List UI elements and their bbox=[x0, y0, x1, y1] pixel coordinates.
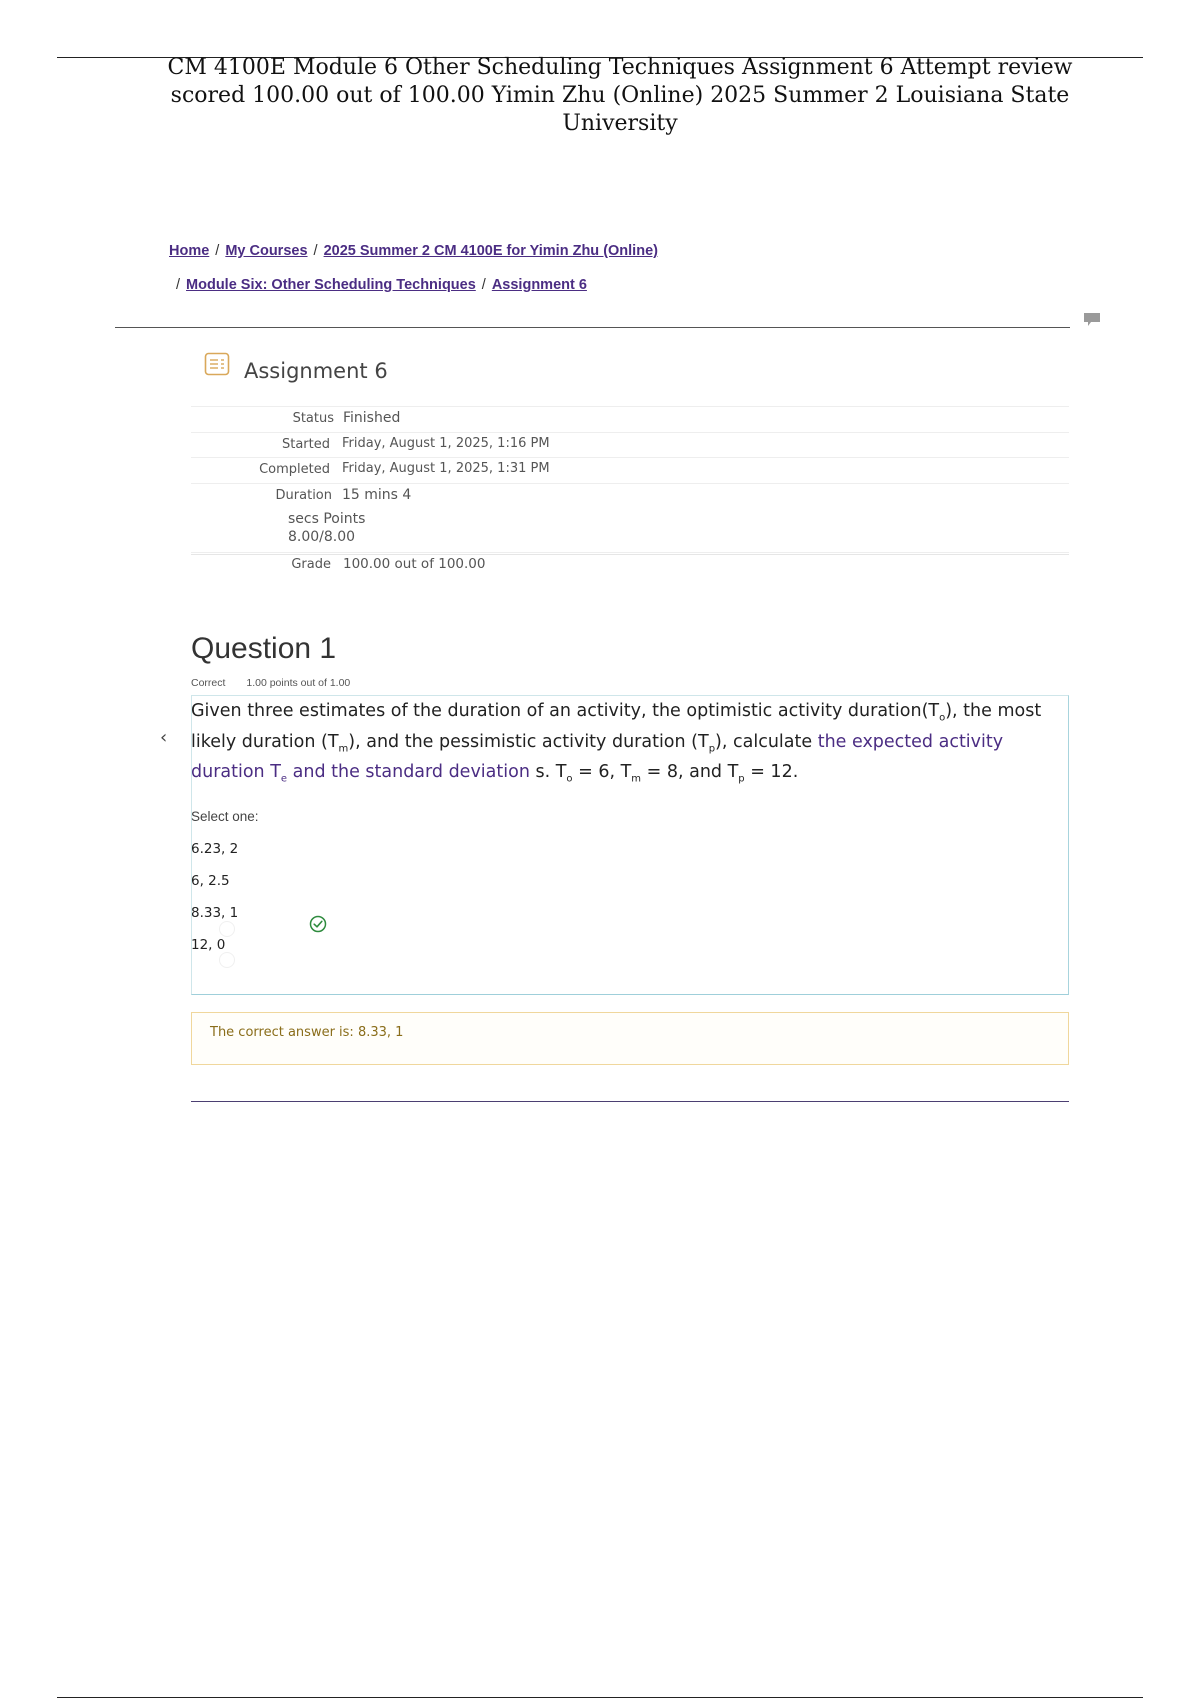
summary-row-completed bbox=[191, 457, 1069, 483]
question-text bbox=[191, 696, 1071, 788]
completed-value: Friday, August 1, 2025, 1:31 PM bbox=[342, 461, 550, 476]
subscript: m bbox=[338, 743, 349, 754]
chevron-left-icon[interactable]: ‹ bbox=[160, 727, 168, 748]
comment-icon[interactable] bbox=[1083, 312, 1101, 328]
summary-row-status bbox=[191, 406, 1069, 432]
breadcrumb-separator: / bbox=[176, 277, 181, 293]
breadcrumb-row-2 bbox=[169, 274, 658, 308]
subscript: o bbox=[566, 773, 573, 785]
question-text-part: ), calculate bbox=[715, 731, 818, 752]
subscript: o bbox=[939, 712, 946, 724]
breadcrumb-separator: / bbox=[481, 277, 486, 293]
question-text-part: = 12. bbox=[744, 762, 799, 782]
breadcrumb-course-link[interactable]: 2025 Summer 2 CM 4100E for Yimin Zhu (Online) bbox=[323, 243, 658, 259]
summary-row-duration bbox=[191, 483, 1069, 532]
started-value: Friday, August 1, 2025, 1:16 PM bbox=[342, 435, 550, 451]
question-title: Question 1 bbox=[191, 632, 337, 665]
grade-value: 100.00 out of 100.00 bbox=[343, 555, 486, 572]
started-label: Started bbox=[281, 436, 330, 452]
subscript: m bbox=[631, 773, 642, 785]
breadcrumb-separator: / bbox=[313, 243, 318, 259]
status-value: Finished bbox=[343, 410, 401, 426]
completed-label: Completed bbox=[259, 462, 330, 477]
grade-label: Grade bbox=[291, 556, 331, 572]
question-text-highlight: the expected activity duration T bbox=[191, 731, 1004, 782]
subscript: p bbox=[738, 773, 745, 785]
summary-row-grade bbox=[191, 552, 1069, 578]
breadcrumb-divider bbox=[115, 327, 1070, 328]
answer-option-b[interactable]: 6, 2.5 bbox=[191, 873, 230, 889]
answer-option-c[interactable]: 8.33, 1 bbox=[191, 905, 239, 921]
answer-option-d[interactable]: 12, 0 bbox=[191, 937, 226, 953]
breadcrumb-module-link[interactable]: Module Six: Other Scheduling Techniques bbox=[186, 277, 476, 293]
question-text-part: = 6, T bbox=[572, 762, 632, 782]
check-circle-icon bbox=[309, 915, 327, 933]
question-end-divider bbox=[191, 1101, 1069, 1102]
quiz-icon bbox=[204, 352, 230, 376]
question-text-part: ), and the pessimistic activity duration (T bbox=[348, 731, 709, 752]
document-title: CM 4100E Module 6 Other Scheduling Techniques Assignment 6 Attempt review scored 100.00 out of 100.00 Yimin Zhu (Online) 2025 Summer 2 Louisiana State University bbox=[167, 55, 1073, 136]
feedback-box bbox=[191, 1012, 1069, 1065]
duration-label: Duration bbox=[275, 487, 332, 503]
option-c-radio[interactable] bbox=[219, 921, 235, 937]
summary-bottom-border bbox=[191, 554, 1069, 555]
correct-answer-text: The correct answer is: 8.33, 1 bbox=[210, 1025, 404, 1040]
attempt-summary-table bbox=[191, 406, 1069, 577]
select-one-prompt: Select one: bbox=[191, 809, 259, 824]
breadcrumb bbox=[169, 240, 658, 308]
answer-option-a[interactable]: 6.23, 2 bbox=[191, 841, 239, 857]
breadcrumb-my-courses-link[interactable]: My Courses bbox=[225, 243, 308, 259]
summary-row-points bbox=[191, 528, 1069, 552]
subscript: p bbox=[708, 743, 716, 754]
summary-row-started bbox=[191, 432, 1069, 458]
question-text-part: Given three estimates of the duration of an activity, the optimistic activity duration(T bbox=[191, 701, 940, 721]
question-text-highlight: and the standard deviation bbox=[287, 762, 536, 782]
duration-continued: secs Points bbox=[288, 510, 366, 527]
breadcrumb-assignment-link[interactable]: Assignment 6 bbox=[491, 277, 587, 293]
bottom-rule bbox=[57, 1697, 1143, 1698]
question-text-part: ), the most likely duration (T bbox=[191, 701, 1042, 752]
question-mark: 1.00 points out of 1.00 bbox=[246, 677, 351, 689]
breadcrumb-separator: / bbox=[215, 243, 220, 259]
option-d-radio[interactable] bbox=[219, 952, 235, 968]
question-text-part: s. T bbox=[535, 762, 567, 782]
status-label: Status bbox=[292, 411, 334, 426]
subscript: e bbox=[280, 773, 288, 785]
question-state: Correct bbox=[191, 677, 226, 689]
question-info bbox=[191, 677, 350, 689]
points-value: 8.00/8.00 bbox=[288, 528, 356, 545]
breadcrumb-home-link[interactable]: Home bbox=[169, 243, 210, 259]
duration-value: 15 mins 4 bbox=[342, 486, 412, 503]
assignment-title: Assignment 6 bbox=[244, 359, 388, 383]
breadcrumb-row-1 bbox=[169, 240, 658, 274]
question-text-part: = 8, and T bbox=[641, 762, 739, 782]
